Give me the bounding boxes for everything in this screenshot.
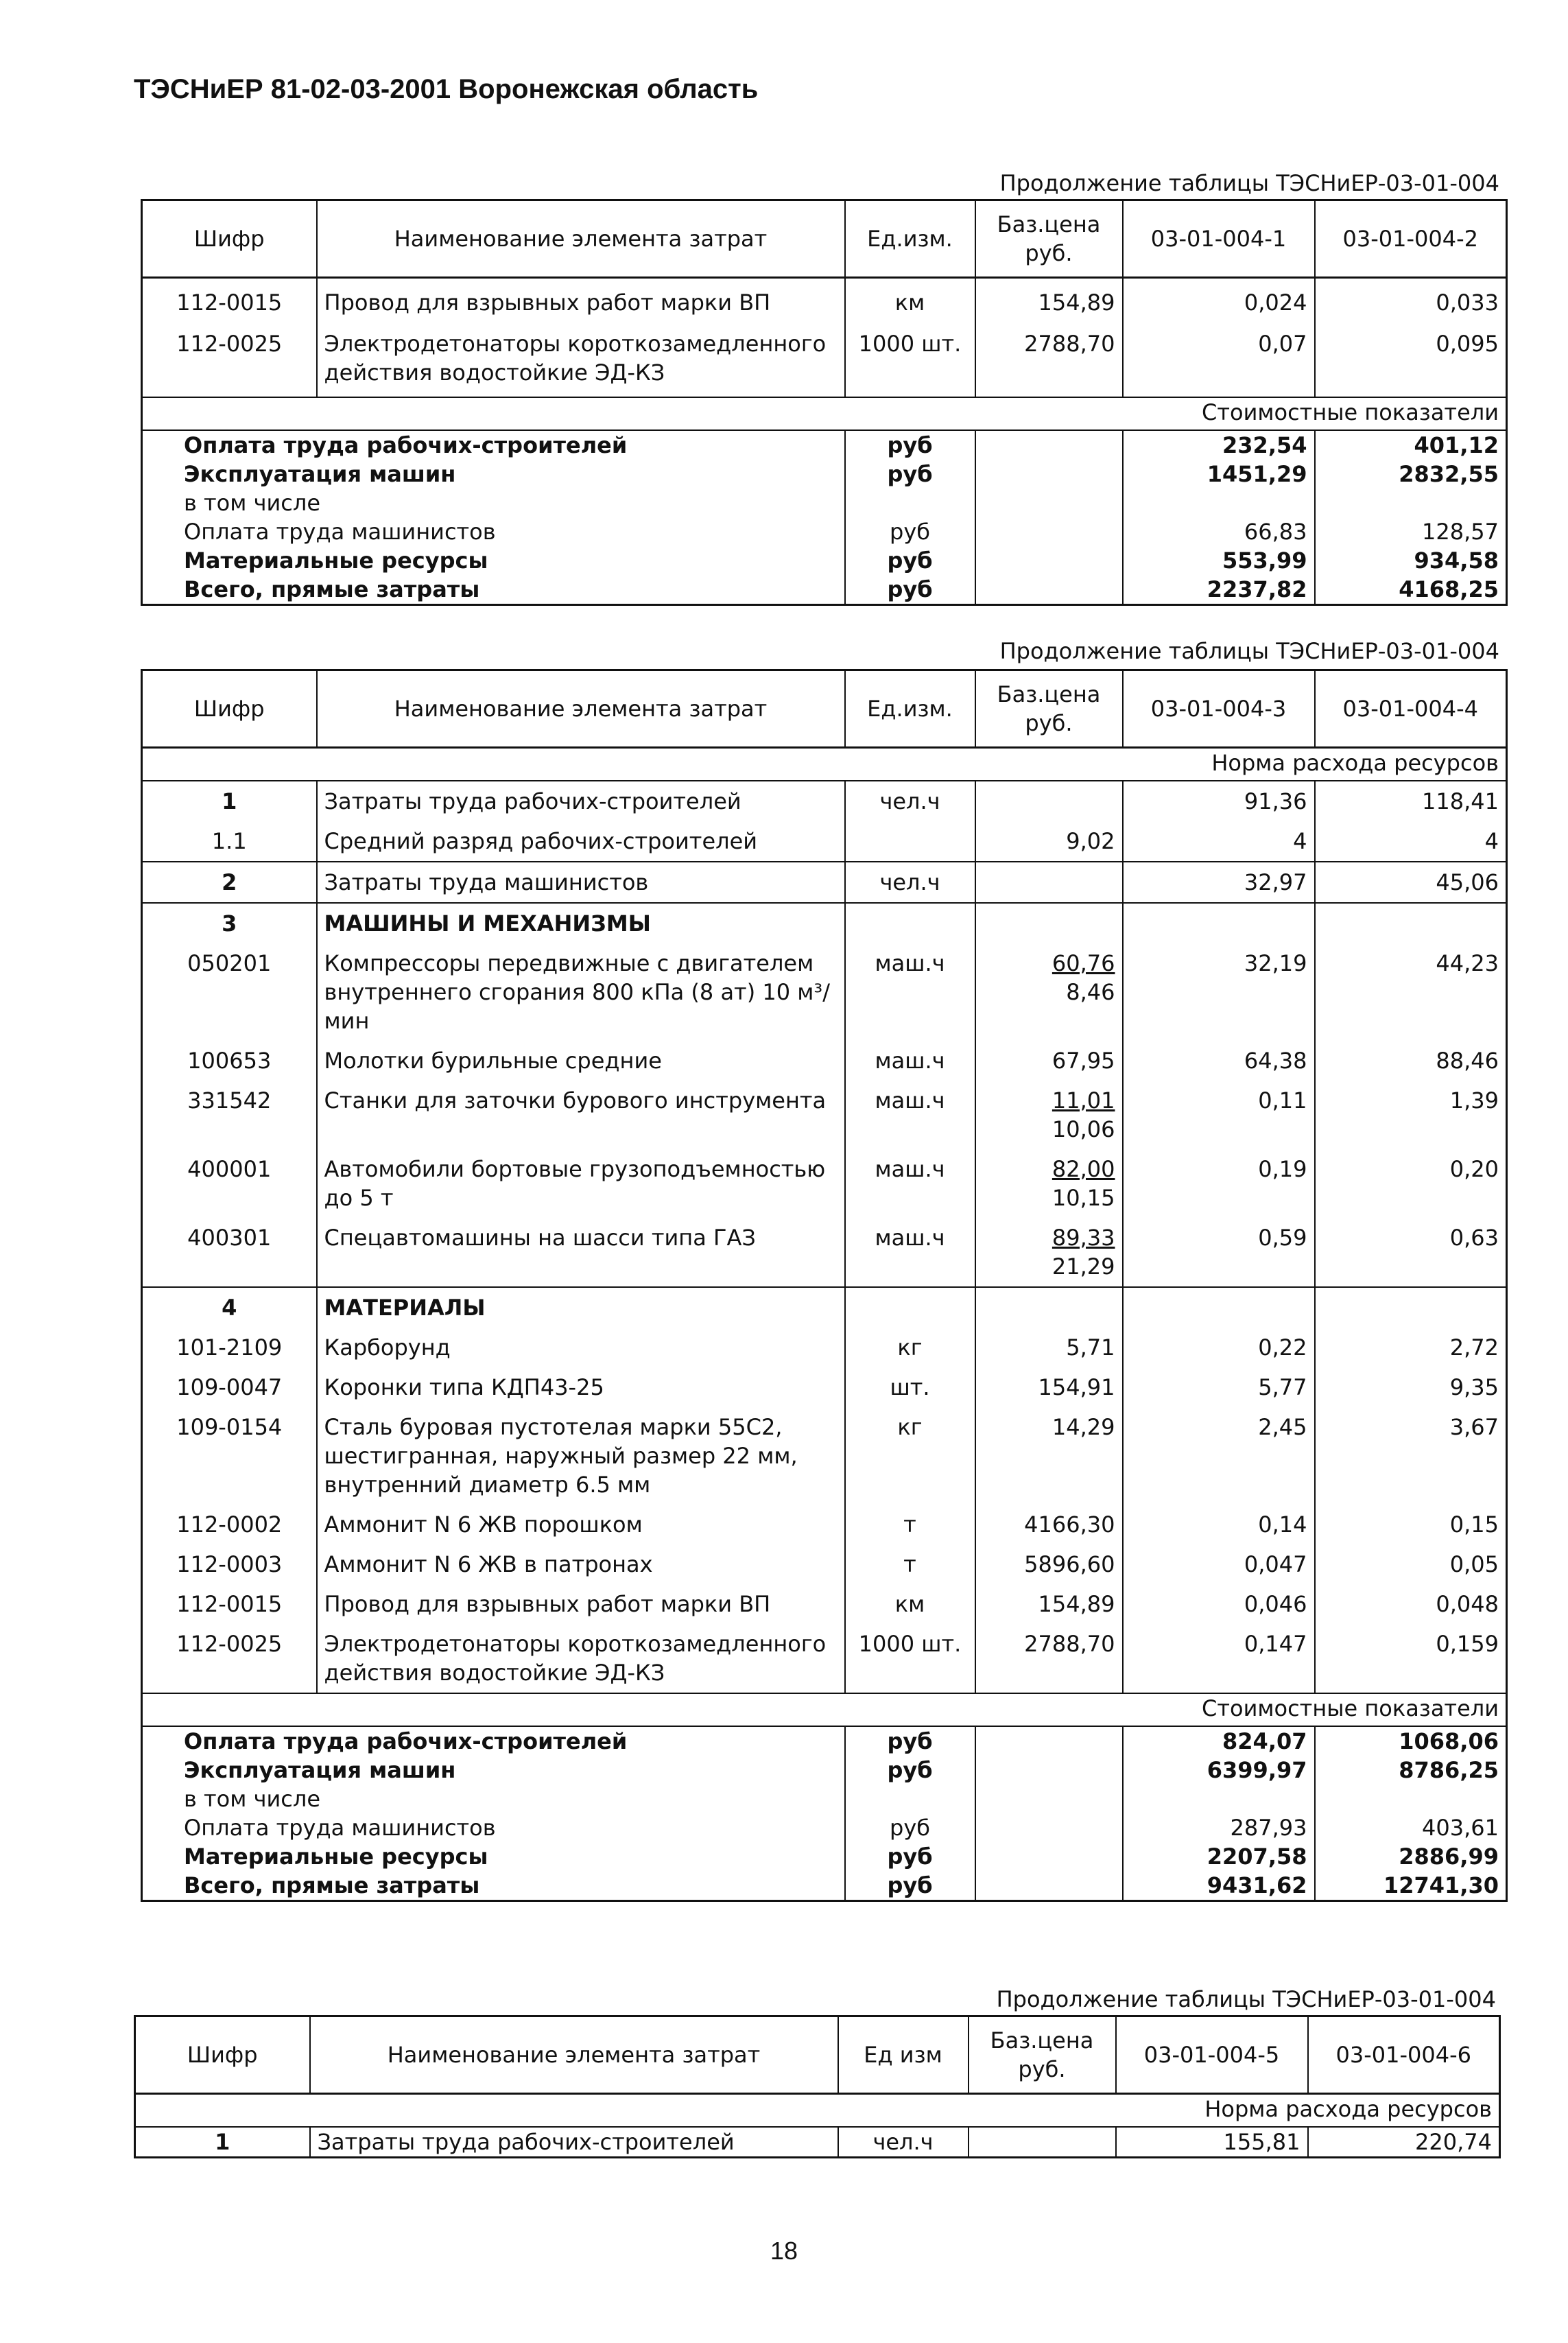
row-name: МАШИНЫ И МЕХАНИЗМЫ bbox=[317, 903, 845, 943]
cost-value-a: 232,54 bbox=[1123, 430, 1315, 460]
row-unit: шт. bbox=[845, 1367, 975, 1407]
cost-unit: руб bbox=[845, 1842, 975, 1871]
row-value-a: 91,36 bbox=[1123, 781, 1315, 821]
table-row bbox=[142, 781, 1507, 821]
cost-value-b: 4168,25 bbox=[1399, 576, 1499, 602]
section-label: Стоимостные показатели bbox=[142, 1693, 1507, 1726]
page-number: 18 bbox=[770, 2237, 798, 2265]
row-unit: чел.ч bbox=[845, 862, 975, 903]
row-name: Затраты труда машинистов bbox=[317, 862, 845, 903]
row-value-b bbox=[1315, 903, 1507, 943]
row-unit: маш.ч bbox=[845, 1218, 975, 1287]
row-value-a: 155,81 bbox=[1116, 2127, 1308, 2158]
price-value: 9,02 bbox=[1066, 828, 1115, 854]
price-value: 67,95 bbox=[1052, 1048, 1115, 1074]
cost-value-a: 6399,97 bbox=[1123, 1756, 1315, 1785]
cost-name: Эксплуатация машин bbox=[142, 1756, 845, 1785]
row-unit: чел.ч bbox=[845, 781, 975, 821]
row-value-b: 220,74 bbox=[1415, 2129, 1492, 2155]
resource-table-1 bbox=[141, 199, 1508, 606]
cost-name: в том числе bbox=[142, 1785, 845, 1813]
row-unit: кг bbox=[845, 1407, 975, 1505]
cost-price-empty bbox=[975, 1756, 1123, 1785]
row-value-a: 0,14 bbox=[1123, 1505, 1315, 1544]
row-name: Затраты труда рабочих-строителей bbox=[310, 2127, 838, 2158]
row-price bbox=[975, 1544, 1123, 1584]
col-header-variant-a: 03-01-004-3 bbox=[1123, 670, 1315, 748]
price-value: 14,29 bbox=[1052, 1414, 1115, 1440]
cost-name: Оплата труда машинистов bbox=[142, 517, 845, 546]
cost-row bbox=[142, 1871, 1507, 1901]
row-unit: маш.ч bbox=[845, 943, 975, 1041]
row-price bbox=[975, 781, 1123, 821]
cost-unit: руб bbox=[845, 460, 975, 488]
document-header: ТЭСНиЕР 81-02-03-2001 Воронежская область bbox=[134, 74, 759, 104]
cost-name: Оплата труда рабочих-строителей bbox=[142, 1726, 845, 1756]
cost-value-b: 401,12 bbox=[1414, 432, 1499, 458]
table-row bbox=[142, 1287, 1507, 1328]
cost-unit: руб bbox=[845, 575, 975, 605]
price-value: 4166,30 bbox=[1024, 1511, 1115, 1538]
col-header-variant-b: 03-01-004-6 bbox=[1308, 2016, 1500, 2094]
row-value-a: 32,19 bbox=[1123, 943, 1315, 1041]
row-price bbox=[975, 821, 1123, 862]
row-value-b: 0,048 bbox=[1436, 1591, 1499, 1617]
row-value-b: 4 bbox=[1484, 828, 1499, 854]
cost-value-a: 287,93 bbox=[1123, 1813, 1315, 1842]
row-price bbox=[975, 1624, 1123, 1693]
cost-name: Всего, прямые затраты bbox=[142, 575, 845, 605]
row-name: Аммонит N 6 ЖВ порошком bbox=[317, 1505, 845, 1544]
col-header-price: Баз.цена руб. bbox=[975, 200, 1123, 278]
cost-value-b bbox=[1315, 1785, 1507, 1813]
row-price bbox=[975, 862, 1123, 903]
price-wage-component: 10,15 bbox=[1052, 1185, 1115, 1211]
table-row bbox=[142, 1407, 1507, 1505]
cost-row bbox=[142, 546, 1507, 575]
price-wage-component: 10,06 bbox=[1052, 1116, 1115, 1142]
row-value-b: 0,63 bbox=[1449, 1225, 1499, 1251]
resource-table-2 bbox=[141, 669, 1508, 1902]
cost-value-b: 12741,30 bbox=[1383, 1872, 1499, 1898]
row-value-b: 0,05 bbox=[1449, 1551, 1499, 1577]
table-row bbox=[142, 862, 1507, 903]
col-header-code: Шифр bbox=[142, 670, 317, 748]
row-unit: 1000 шт. bbox=[845, 317, 975, 397]
row-name: Спецавтомашины на шасси типа ГАЗ bbox=[317, 1218, 845, 1287]
table-row bbox=[142, 1081, 1507, 1149]
row-price bbox=[975, 1081, 1123, 1149]
col-header-code: Шифр bbox=[142, 200, 317, 278]
row-value-b: 118,41 bbox=[1422, 788, 1499, 814]
row-value-b: 0,033 bbox=[1436, 290, 1499, 316]
row-unit bbox=[845, 1287, 975, 1328]
row-unit bbox=[845, 903, 975, 943]
row-value-b: 44,23 bbox=[1436, 950, 1499, 976]
row-name: Провод для взрывных работ марки ВП bbox=[317, 1584, 845, 1624]
cost-value-a: 66,83 bbox=[1123, 517, 1315, 546]
cost-price-empty bbox=[975, 1785, 1123, 1813]
cost-row bbox=[142, 1726, 1507, 1756]
row-value-a: 2,45 bbox=[1123, 1407, 1315, 1505]
cost-row bbox=[142, 1785, 1507, 1813]
cost-row bbox=[142, 1756, 1507, 1785]
row-price bbox=[975, 1149, 1123, 1218]
col-header-name: Наименование элемента затрат bbox=[310, 2016, 838, 2094]
row-price bbox=[975, 1041, 1123, 1081]
row-value-a: 0,047 bbox=[1123, 1544, 1315, 1584]
cost-row bbox=[142, 430, 1507, 460]
row-code: 331542 bbox=[142, 1081, 317, 1149]
row-value-b: 0,095 bbox=[1436, 331, 1499, 357]
row-code: 112-0025 bbox=[142, 317, 317, 397]
cost-row bbox=[142, 575, 1507, 605]
row-code: 400001 bbox=[142, 1149, 317, 1218]
cost-value-a bbox=[1123, 1785, 1315, 1813]
table-row bbox=[142, 1624, 1507, 1693]
price-value: 89,33 bbox=[1052, 1225, 1115, 1251]
table-row bbox=[142, 1367, 1507, 1407]
row-value-b: 88,46 bbox=[1436, 1048, 1499, 1074]
row-value-a: 0,22 bbox=[1123, 1328, 1315, 1367]
cost-value-a: 1451,29 bbox=[1123, 460, 1315, 488]
row-unit: маш.ч bbox=[845, 1081, 975, 1149]
row-value-a: 0,024 bbox=[1123, 278, 1315, 318]
table-row bbox=[142, 1041, 1507, 1081]
row-price bbox=[969, 2127, 1116, 2158]
col-header-unit: Ед.изм. bbox=[845, 200, 975, 278]
cost-unit: руб bbox=[845, 546, 975, 575]
row-value-a: 32,97 bbox=[1123, 862, 1315, 903]
cost-price-empty bbox=[975, 1813, 1123, 1842]
price-value: 11,01 bbox=[1052, 1087, 1115, 1114]
price-value: 154,91 bbox=[1038, 1374, 1115, 1400]
col-header-name: Наименование элемента затрат bbox=[317, 200, 845, 278]
table-row bbox=[142, 1218, 1507, 1287]
row-unit: т bbox=[845, 1544, 975, 1584]
row-value-b: 3,67 bbox=[1449, 1414, 1499, 1440]
section-label: Стоимостные показатели bbox=[142, 397, 1507, 430]
table-row bbox=[142, 821, 1507, 862]
row-code: 109-0047 bbox=[142, 1367, 317, 1407]
row-unit: 1000 шт. bbox=[845, 1624, 975, 1693]
price-value: 60,76 bbox=[1052, 950, 1115, 976]
row-code: 112-0015 bbox=[142, 1584, 317, 1624]
row-code: 1.1 bbox=[142, 821, 317, 862]
col-header-price: Баз.цена руб. bbox=[969, 2016, 1116, 2094]
row-code: 100653 bbox=[142, 1041, 317, 1081]
row-value-b: 0,159 bbox=[1436, 1631, 1499, 1657]
cost-price-empty bbox=[975, 1842, 1123, 1871]
price-wage-component: 21,29 bbox=[1052, 1253, 1115, 1280]
row-price bbox=[975, 1407, 1123, 1505]
col-header-unit: Ед изм bbox=[838, 2016, 969, 2094]
row-code: 112-0015 bbox=[142, 278, 317, 318]
table-row bbox=[142, 317, 1507, 397]
cost-unit: руб bbox=[845, 517, 975, 546]
cost-row bbox=[142, 1813, 1507, 1842]
cost-value-b: 1068,06 bbox=[1399, 1728, 1499, 1754]
row-price bbox=[975, 1367, 1123, 1407]
row-price: 154,89 bbox=[975, 278, 1123, 318]
cost-unit: руб bbox=[845, 1756, 975, 1785]
table-row bbox=[142, 1328, 1507, 1367]
price-wage-component: 8,46 bbox=[1066, 979, 1115, 1005]
col-header-unit: Ед.изм. bbox=[845, 670, 975, 748]
cost-unit: руб bbox=[845, 1813, 975, 1842]
row-code: 112-0003 bbox=[142, 1544, 317, 1584]
row-price bbox=[975, 1287, 1123, 1328]
col-header-code: Шифр bbox=[135, 2016, 310, 2094]
cost-value-a: 553,99 bbox=[1123, 546, 1315, 575]
section-label: Норма расхода ресурсов bbox=[142, 748, 1507, 781]
cost-name: Всего, прямые затраты bbox=[142, 1871, 845, 1901]
cost-row bbox=[142, 488, 1507, 517]
cost-value-b: 2832,55 bbox=[1399, 461, 1499, 487]
resource-table-3 bbox=[134, 2015, 1501, 2158]
row-value-b bbox=[1315, 1287, 1507, 1328]
row-name: Коронки типа КДП43-25 bbox=[317, 1367, 845, 1407]
col-header-variant-b: 03-01-004-4 bbox=[1315, 670, 1507, 748]
row-value-a: 0,046 bbox=[1123, 1584, 1315, 1624]
row-name: Электродетонаторы короткозамедленного действия водостойкие ЭД-КЗ bbox=[317, 1624, 845, 1693]
cost-name: Материальные ресурсы bbox=[142, 546, 845, 575]
row-unit: маш.ч bbox=[845, 1149, 975, 1218]
cost-value-b: 2886,99 bbox=[1399, 1844, 1499, 1870]
table-row bbox=[142, 1505, 1507, 1544]
cost-value-a: 2237,82 bbox=[1123, 575, 1315, 605]
cost-unit: руб bbox=[845, 1871, 975, 1901]
row-name: Молотки бурильные средние bbox=[317, 1041, 845, 1081]
cost-row bbox=[142, 1842, 1507, 1871]
table-row bbox=[142, 1584, 1507, 1624]
row-value-b: 9,35 bbox=[1449, 1374, 1499, 1400]
row-unit: чел.ч bbox=[838, 2127, 969, 2158]
row-unit: маш.ч bbox=[845, 1041, 975, 1081]
row-name: Электродетонаторы короткозамедленного действия водостойкие ЭД-КЗ bbox=[317, 317, 845, 397]
row-price bbox=[975, 903, 1123, 943]
row-value-b: 2,72 bbox=[1449, 1334, 1499, 1361]
row-code: 112-0025 bbox=[142, 1624, 317, 1693]
cost-value-b: 8786,25 bbox=[1399, 1757, 1499, 1783]
row-value-b: 1,39 bbox=[1449, 1087, 1499, 1114]
table-row bbox=[142, 943, 1507, 1041]
row-value-b: 45,06 bbox=[1315, 862, 1507, 903]
row-code: 3 bbox=[142, 903, 317, 943]
table-row bbox=[142, 1544, 1507, 1584]
table-caption: Продолжение таблицы ТЭСНиЕР-03-01-004 bbox=[996, 1986, 1496, 2012]
row-value-b: 0,20 bbox=[1449, 1156, 1499, 1182]
col-header-price: Баз.цена руб. bbox=[975, 670, 1123, 748]
col-header-variant-a: 03-01-004-1 bbox=[1123, 200, 1315, 278]
col-header-variant-b: 03-01-004-2 bbox=[1315, 200, 1507, 278]
cost-row bbox=[142, 460, 1507, 488]
section-label: Норма расхода ресурсов bbox=[135, 2094, 1500, 2128]
cost-name: Оплата труда машинистов bbox=[142, 1813, 845, 1842]
row-unit bbox=[845, 821, 975, 862]
row-unit: км bbox=[845, 278, 975, 318]
row-name: МАТЕРИАЛЫ bbox=[317, 1287, 845, 1328]
price-value: 82,00 bbox=[1052, 1156, 1115, 1182]
row-code: 400301 bbox=[142, 1218, 317, 1287]
row-code: 112-0002 bbox=[142, 1505, 317, 1544]
row-price bbox=[975, 1505, 1123, 1544]
row-code: 2 bbox=[142, 862, 317, 903]
row-value-a: 0,147 bbox=[1123, 1624, 1315, 1693]
row-unit: т bbox=[845, 1505, 975, 1544]
row-value-a: 0,07 bbox=[1123, 317, 1315, 397]
row-code: 1 bbox=[142, 781, 317, 821]
row-price bbox=[975, 1584, 1123, 1624]
cost-value-b: 934,58 bbox=[1414, 548, 1499, 574]
row-code: 101-2109 bbox=[142, 1328, 317, 1367]
row-unit: км bbox=[845, 1584, 975, 1624]
cost-row bbox=[142, 517, 1507, 546]
cost-name: Оплата труда рабочих-строителей bbox=[142, 430, 845, 460]
cost-name: в том числе bbox=[142, 488, 845, 517]
row-value-a bbox=[1123, 903, 1315, 943]
row-name: Станки для заточки бурового инструмента bbox=[317, 1081, 845, 1149]
row-name: Провод для взрывных работ марки ВП bbox=[317, 278, 845, 318]
row-value-a: 0,59 bbox=[1123, 1218, 1315, 1287]
row-code: 050201 bbox=[142, 943, 317, 1041]
row-code: 109-0154 bbox=[142, 1407, 317, 1505]
cost-price-empty bbox=[975, 1726, 1123, 1756]
cost-unit: руб bbox=[845, 430, 975, 460]
table-row bbox=[142, 903, 1507, 943]
row-price bbox=[975, 1328, 1123, 1367]
cost-value-a: 824,07 bbox=[1123, 1726, 1315, 1756]
price-value: 5896,60 bbox=[1024, 1551, 1115, 1577]
table-row bbox=[135, 2127, 1500, 2158]
row-price bbox=[975, 943, 1123, 1041]
row-value-a: 4 bbox=[1123, 821, 1315, 862]
row-name: Карборунд bbox=[317, 1328, 845, 1367]
cost-value-a: 9431,62 bbox=[1123, 1871, 1315, 1901]
cost-unit: руб bbox=[845, 1726, 975, 1756]
row-unit: кг bbox=[845, 1328, 975, 1367]
cost-name: Материальные ресурсы bbox=[142, 1842, 845, 1871]
table-caption: Продолжение таблицы ТЭСНиЕР-03-01-004 bbox=[999, 170, 1499, 196]
price-value: 154,89 bbox=[1038, 1591, 1115, 1617]
row-name: Аммонит N 6 ЖВ в патронах bbox=[317, 1544, 845, 1584]
row-name: Затраты труда рабочих-строителей bbox=[317, 781, 845, 821]
col-header-variant-a: 03-01-004-5 bbox=[1116, 2016, 1308, 2094]
cost-unit bbox=[845, 1785, 975, 1813]
row-value-a bbox=[1123, 1287, 1315, 1328]
table-caption: Продолжение таблицы ТЭСНиЕР-03-01-004 bbox=[999, 638, 1499, 664]
cost-name: Эксплуатация машин bbox=[142, 460, 845, 488]
cost-value-b: 128,57 bbox=[1422, 519, 1499, 545]
cost-value-a: 2207,58 bbox=[1123, 1842, 1315, 1871]
row-name: Средний разряд рабочих-строителей bbox=[317, 821, 845, 862]
row-name: Сталь буровая пустотелая марки 55С2, шестигранная, наружный размер 22 мм, внутренний диаметр 6.5 мм bbox=[317, 1407, 845, 1505]
row-value-a: 0,19 bbox=[1123, 1149, 1315, 1218]
cost-price-empty bbox=[975, 1871, 1123, 1901]
row-price bbox=[975, 1218, 1123, 1287]
cost-value-b: 403,61 bbox=[1422, 1815, 1499, 1841]
row-price: 2788,70 bbox=[975, 317, 1123, 397]
row-value-a: 5,77 bbox=[1123, 1367, 1315, 1407]
row-code: 1 bbox=[135, 2127, 310, 2158]
row-value-a: 64,38 bbox=[1123, 1041, 1315, 1081]
col-header-name: Наименование элемента затрат bbox=[317, 670, 845, 748]
row-name: Автомобили бортовые грузоподъемностью до 5 т bbox=[317, 1149, 845, 1218]
price-value: 2788,70 bbox=[1024, 1631, 1115, 1657]
row-code: 4 bbox=[142, 1287, 317, 1328]
table-row bbox=[142, 278, 1507, 318]
price-value: 5,71 bbox=[1066, 1334, 1115, 1361]
table-row bbox=[142, 1149, 1507, 1218]
row-value-b: 0,15 bbox=[1449, 1511, 1499, 1538]
row-value-a: 0,11 bbox=[1123, 1081, 1315, 1149]
row-name: Компрессоры передвижные с двигателем внутреннего сгорания 800 кПа (8 ат) 10 м³/мин bbox=[317, 943, 845, 1041]
